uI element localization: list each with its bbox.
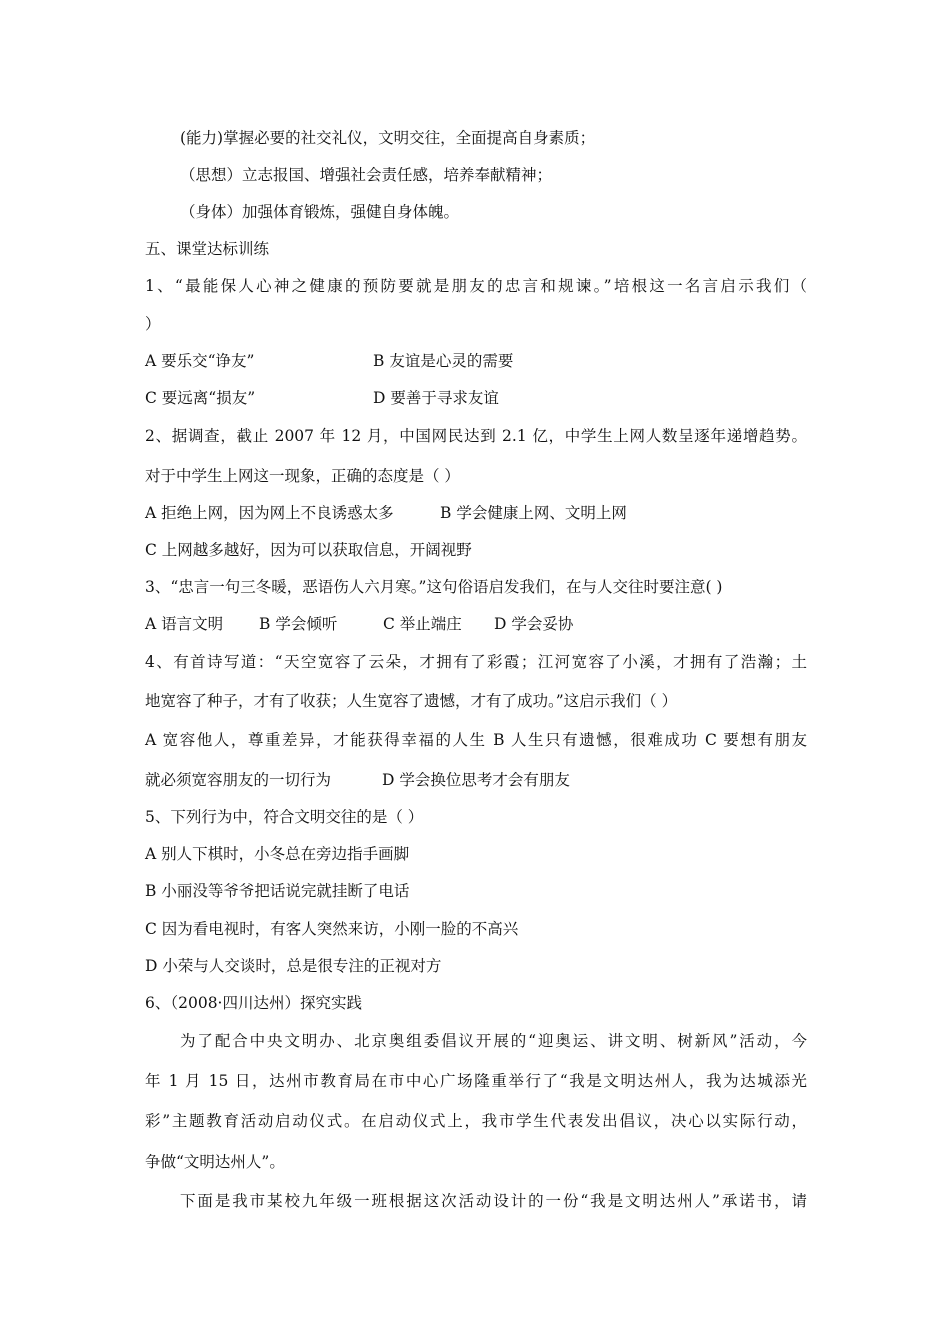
intro-body-text: （身体）加强体育锻炼，强健自身体魄。	[180, 203, 460, 221]
q1-option-b: B 友谊是心灵的需要	[373, 352, 514, 370]
section-title: 五、课堂达标训练	[145, 240, 270, 258]
q2-option-c: C 上网越多越好，因为可以获取信息，开阔视野	[145, 541, 472, 559]
q6-stem: 6、（2008·四川达州）探究实践	[145, 994, 362, 1012]
q3-option-c: C 举止端庄	[383, 615, 462, 633]
q4-option-d: D 学会换位思考才会有朋友	[382, 771, 570, 789]
q4-options-line2	[145, 769, 815, 791]
q6-para1-line3: 彩”主题教育活动启动仪式。在启动仪式上，我市学生代表发出倡议，决心以实际行动，	[145, 1112, 807, 1130]
q2-stem-line2: 对于中学生上网这一现象，正确的态度是（ ）	[145, 467, 460, 485]
q2-option-b: B 学会健康上网、文明上网	[440, 504, 627, 522]
q5-option-d: D 小荣与人交谈时，总是很专注的正视对方	[145, 957, 442, 975]
q3-option-b: B 学会倾听	[259, 615, 338, 633]
q1-option-d: D 要善于寻求友谊	[373, 389, 499, 407]
intro-ability-text: (能力)掌握必要的社交礼仪，文明交往，全面提高自身素质；	[180, 129, 596, 147]
q3-stem: 3、“忠言一句三冬暖，恶语伤人六月寒。”这句俗语启发我们，在与人交往时要注意( )	[145, 578, 723, 596]
q1-options-row1	[145, 350, 815, 372]
q2-stem-line1: 2、据调查，截止 2007 年 12 月，中国网民达到 2.1 亿，中学生上网人数呈逐年递增趋势。	[145, 427, 807, 445]
q4-stem-line1: 4、有首诗写道：“天空宽容了云朵，才拥有了彩霞；江河宽容了小溪，才拥有了浩瀚；土	[145, 653, 807, 671]
q4-stem-line2: 地宽容了种子，才有了收获；人生宽容了遗憾，才有了成功。”这启示我们（ ）	[145, 692, 678, 710]
q3-option-a: A 语言文明	[145, 615, 224, 633]
q1-stem-line2: ）	[145, 315, 161, 333]
q4-option-c-cont: 就必须宽容朋友的一切行为	[145, 771, 332, 789]
q1-options-row2	[145, 387, 815, 409]
q6-para2-line1: 下面是我市某校九年级一班根据这次活动设计的一份“我是文明达州人”承诺书，请	[180, 1192, 807, 1210]
q3-option-d: D 学会妥协	[494, 615, 574, 633]
q1-option-c: C 要远离“损友”	[145, 389, 256, 407]
q4-options-line1: A 宽容他人，尊重差异，才能获得幸福的人生 B 人生只有遗憾，很难成功 C 要想有朋友	[145, 731, 807, 749]
q3-options-row	[145, 613, 815, 635]
q6-para1-line4: 争做“文明达州人”。	[145, 1153, 285, 1171]
q6-para1-line2: 年 1 月 15 日，达州市教育局在市中心广场隆重举行了“我是文明达州人，我为达城添光	[145, 1072, 807, 1090]
q2-option-a: A 拒绝上网，因为网上不良诱惑太多	[145, 504, 394, 522]
q1-stem-line1: 1、“最能保人心神之健康的预防要就是朋友的忠言和规谏。”培根这一名言启示我们（	[145, 277, 807, 295]
q6-para1-line1: 为了配合中央文明办、北京奥组委倡议开展的“迎奥运、讲文明、树新风”活动，今	[180, 1032, 807, 1050]
intro-thought-text: （思想）立志报国、增强社会责任感，培养奉献精神；	[180, 166, 553, 184]
q5-option-a: A 别人下棋时，小冬总在旁边指手画脚	[145, 845, 410, 863]
q2-options-row1	[145, 502, 815, 524]
q5-option-b: B 小丽没等爷爷把话说完就挂断了电话	[145, 882, 410, 900]
q5-option-c: C 因为看电视时，有客人突然来访，小刚一脸的不高兴	[145, 920, 519, 938]
q5-stem: 5、下列行为中，符合文明交往的是（ ）	[145, 808, 424, 826]
q1-option-a: A 要乐交“诤友”	[145, 352, 255, 370]
